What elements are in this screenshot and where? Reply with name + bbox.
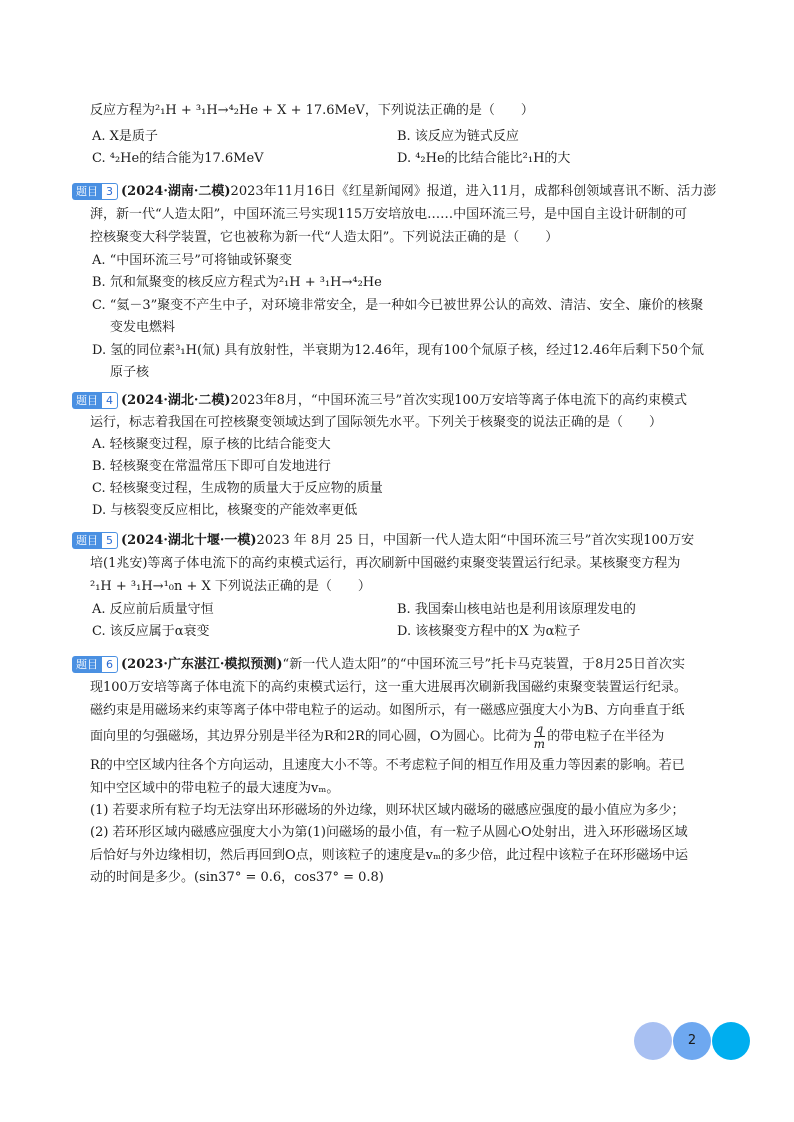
q6-stem-line4-a: 面向里的匀强磁场，其边界分别是半径为R和2R的同心圆，O为圆心。比荷为: [90, 729, 532, 744]
q3-option-d[interactable]: D. 氢的同位素³₁H(氚) 具有放射性，半衰期为12.46年，现有100个氚原子核，经过12.46年后剩下50个氚: [92, 343, 705, 358]
q2-option-a[interactable]: A. X是质子: [92, 129, 158, 144]
q4-stem-line1: 2023年8月，“中国环流三号”首次实现100万安培等离子体电流下的高约束模式: [230, 393, 688, 408]
q6-source: (2023·广东湛江·模拟预测): [121, 657, 283, 672]
charge-mass-ratio-fraction: [534, 722, 546, 751]
q6-stem-line2: 现100万安培等离子体电流下的高约束模式运行，这一重大进展再次刷新我国磁约束聚变装置运行纪录。: [90, 680, 687, 695]
decor-circle-left: [634, 1022, 672, 1060]
q6-badge: 题目 6: [72, 656, 118, 673]
q6-stem-line5: R的中空区域内往各个方向运动，且速度大小不等。不考虑粒子间的相互作用及重力等因素的影响。若已: [90, 758, 685, 773]
q3-badge: 题目 3: [72, 183, 118, 200]
q6-subquestion-2-line1: (2) 若环形区域内磁感应强度大小为第(1)问磁场的最小值，有一粒子从圆心O处射出，进入环形磁场区域: [90, 825, 688, 840]
q4-source: (2024·湖北·二模): [121, 393, 231, 408]
q3-source: (2024·湖南·二模): [121, 184, 231, 199]
q6-subquestion-2-line3: 动的时间是多少。(sin37° = 0.6，cos37° = 0.8): [90, 870, 384, 885]
q5-stem-line3: ²₁H + ³₁H→¹₀n + X 下列说法正确的是（ ）: [90, 579, 371, 594]
q3-option-a[interactable]: A. “中国环流三号”可将铀或钚聚变: [92, 253, 292, 268]
q5-option-d[interactable]: D. 该核聚变方程中的X 为α粒子: [397, 624, 581, 639]
q5-option-c[interactable]: C. 该反应属于α衰变: [92, 624, 210, 639]
q3-option-b[interactable]: B. 氘和氚聚变的核反应方程式为²₁H + ³₁H→⁴₂He: [92, 275, 382, 290]
q5-option-a[interactable]: A. 反应前后质量守恒: [92, 602, 214, 617]
q2-stem-line: 反应方程为²₁H + ³₁H→⁴₂He + X + 17.6MeV，下列说法正确的是（ ）: [90, 103, 534, 118]
q2-option-b[interactable]: B. 该反应为链式反应: [397, 129, 519, 144]
fraction-denominator: m: [533, 737, 546, 751]
q6-stem-line4: [90, 722, 664, 752]
q4-badge: 题目 4: [72, 392, 118, 409]
q5-stem-line2: 培(1兆安)等离子体电流下的高约束模式运行，再次刷新中国磁约束聚变装置运行纪录。某核聚变方程为: [90, 556, 681, 571]
q5-header: [72, 531, 694, 551]
q5-badge: 题目 5: [72, 532, 118, 549]
q3-option-c[interactable]: C. “氦－3”聚变不产生中子，对环境非常安全，是一种如今已被世界公认的高效、清洁、安全、廉价的核聚: [92, 298, 704, 313]
q5-source: (2024·湖北十堰·一模): [121, 533, 257, 548]
q6-stem-line4-b: 的带电粒子在半径为: [547, 729, 665, 744]
q6-header: [72, 655, 685, 675]
decor-circle-right: [712, 1022, 750, 1060]
fraction-numerator: q: [535, 722, 544, 736]
q6-stem-line6: 知中空区域中的带电粒子的最大速度为vₘ。: [90, 781, 340, 796]
q4-header: [72, 391, 687, 411]
q3-header: [72, 182, 716, 202]
q2-option-d[interactable]: D. ⁴₂He的比结合能比²₁H的大: [397, 151, 571, 166]
q4-option-b[interactable]: B. 轻核聚变在常温常压下即可自发地进行: [92, 459, 331, 474]
page-number-badge: [634, 1022, 750, 1060]
q6-stem-line3: 磁约束是用磁场来约束等离子体中带电粒子的运动。如图所示，有一磁感应强度大小为B、方向垂直于纸: [90, 703, 685, 718]
q2-option-c[interactable]: C. ⁴₂He的结合能为17.6MeV: [92, 151, 264, 166]
q4-stem-line2: 运行，标志着我国在可控核聚变领域达到了国际领先水平。下列关于核聚变的说法正确的是（ ）: [90, 415, 663, 430]
q3-stem-line1: 2023年11月16日《红星新闻网》报道，进入11月，成都科创领域喜讯不断、活力澎: [230, 184, 717, 199]
q3-option-c-cont: 变发电燃料: [110, 320, 176, 335]
page-number: 2: [687, 1033, 697, 1048]
q5-stem-line1: 2023 年 8月 25 日，中国新一代人造太阳“中国环流三号”首次实现100万安: [256, 533, 695, 548]
q3-stem-line3: 控核聚变大科学装置，它也被称为新一代“人造太阳”。下列说法正确的是（ ）: [90, 230, 559, 245]
q4-option-c[interactable]: C. 轻核聚变过程，生成物的质量大于反应物的质量: [92, 481, 383, 496]
q6-stem-line1: “新一代人造太阳”的“中国环流三号”托卡马克装置，于8月25日首次实: [282, 657, 685, 672]
q4-option-d[interactable]: D. 与核裂变反应相比，核聚变的产能效率更低: [92, 503, 358, 518]
q4-option-a[interactable]: A. 轻核聚变过程，原子核的比结合能变大: [92, 437, 331, 452]
q3-option-d-cont: 原子核: [110, 365, 150, 380]
q3-stem-line2: 湃，新一代“人造太阳”，中国环流三号实现115万安培放电……中国环流三号，是中国自主设计研制的可: [90, 207, 688, 222]
q5-option-b[interactable]: B. 我国秦山核电站也是利用该原理发电的: [397, 602, 636, 617]
q6-subquestion-1: (1) 若要求所有粒子均无法穿出环形磁场的外边缘，则环状区域内磁场的磁感应强度的最小值应为多少；: [90, 803, 685, 818]
q6-subquestion-2-line2: 后恰好与外边缘相切，然后再回到O点，则该粒子的速度是vₘ的多少倍，此过程中该粒子在环形磁场中运: [90, 848, 688, 863]
